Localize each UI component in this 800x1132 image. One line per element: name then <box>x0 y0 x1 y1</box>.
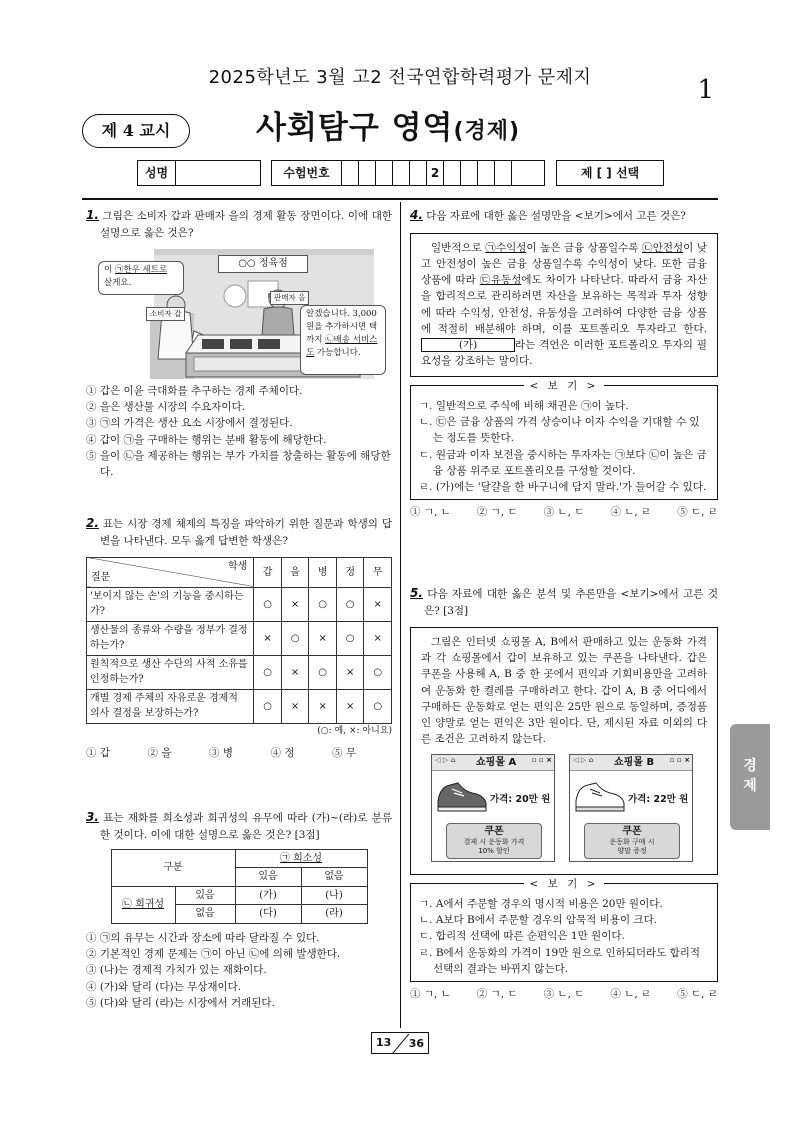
row-no: 없음 <box>175 905 235 924</box>
cell: (가) <box>235 886 301 905</box>
bubble-mark-a: ㉠한우 세트로 <box>114 264 168 275</box>
question-5 <box>410 584 718 1002</box>
exam-number-cell[interactable] <box>478 161 495 185</box>
coupon <box>584 823 680 859</box>
mark-cell: × <box>254 621 282 655</box>
mark-cell: × <box>364 587 392 621</box>
choice-list <box>410 986 718 1002</box>
passage-mark-c: ㉢유동성 <box>479 274 522 287</box>
label-seller: 판매자 을 <box>270 291 309 305</box>
question-number: 1. <box>86 208 99 222</box>
page-footer <box>371 1032 429 1054</box>
passage-text: 일반적으로 <box>431 241 486 254</box>
exam-number-cell[interactable] <box>376 161 393 185</box>
passage-mark-a: ㉠수익성 <box>485 241 527 254</box>
total-pages: 36 <box>408 1036 424 1050</box>
session-badge: 제 4 교시 <box>82 114 190 148</box>
subject-main: 사회탐구 영역 <box>256 110 454 146</box>
corner-top-label: 학생 <box>227 560 248 572</box>
choice-4[interactable]: ④ (가)와 달리 (다)는 무상재이다. <box>86 980 242 993</box>
student-header: 정 <box>336 557 364 587</box>
passage-text: 이 높은 금융 상품일수록 <box>526 241 643 254</box>
mark-cell: ○ <box>336 587 364 621</box>
current-page: 13 <box>376 1036 392 1049</box>
choice-4[interactable]: ④ ㄴ, ㄹ <box>610 988 652 1001</box>
question-stem: 다음 자료에 대한 옳은 설명만을 <보기>에서 고른 것은? <box>426 210 686 222</box>
exam-title: 2025학년도 3월 고2 전국연합학력평가 문제지 <box>208 67 592 88</box>
sneaker-icon <box>436 777 488 817</box>
side-tab-char: 제 <box>743 778 757 794</box>
mark-cell: × <box>336 655 364 689</box>
question-4 <box>410 206 718 521</box>
header-rule <box>82 198 718 200</box>
choice-1[interactable]: ① 갑은 이윤 극대화를 추구하는 경제 주체이다. <box>86 384 303 397</box>
question-stem: 표는 시장 경제 체제의 특징을 파악하기 위한 질문과 학생의 답변을 나타낸다. 모두 옳게 답변한 학생은? <box>100 518 392 547</box>
bogi-item: ㄷ. 합리적 선택에 따른 순편익은 1만 원이다. <box>419 930 625 943</box>
name-field[interactable] <box>176 161 260 185</box>
question-cell: 개별 경제 주체의 자유로운 경제적 의사 결정을 보장하는가? <box>87 689 254 723</box>
choice-4[interactable]: ④ 갑이 ㉠을 구매하는 행위는 분배 활동에 해당한다. <box>86 433 327 446</box>
exam-number-cell[interactable] <box>495 161 512 185</box>
question-number: 2. <box>86 516 99 530</box>
mark-cell: ○ <box>254 587 282 621</box>
mark-cell: ○ <box>254 655 282 689</box>
question-stem: 다음 자료에 대한 옳은 분석 및 추론만을 <보기>에서 고른 것은? [3점] <box>424 588 718 617</box>
q4-passage <box>410 233 718 377</box>
table-row <box>87 655 392 689</box>
shop-price: 가격: 20만 원 <box>490 793 551 805</box>
question-number: 3. <box>86 810 99 824</box>
exam-number-cell[interactable] <box>393 161 410 185</box>
shop-b-window: ◁ ▷ ⌂ 쇼핑몰 B ▫ ▫ × 가격: 22만 원 쿠폰 운동화 구매 시 양말 증정 <box>569 754 693 862</box>
question-cell: 생산물의 종류와 수량을 정부가 결정하는가? <box>87 621 254 655</box>
choice-2[interactable]: ② ㄱ, ㄷ <box>476 506 518 519</box>
choice-5[interactable]: ⑤ ㄷ, ㄹ <box>677 506 718 519</box>
shop-sign: ○○ 정육점 <box>218 255 308 273</box>
student-header: 병 <box>309 557 337 587</box>
coupon-line: 운동화 구매 시 <box>609 838 655 847</box>
mark-cell: × <box>281 689 309 723</box>
q3-table <box>111 849 368 924</box>
bubble-text: 알겠습니다. 3,000원을 추가하시면 택까지 <box>306 308 378 346</box>
question-stem: 표는 재화를 희소성과 희귀성의 유무에 따라 (가)~(라)로 분류한 것이다. 이에 대한 설명으로 옳은 것은? [3점] <box>100 812 392 841</box>
exam-number-cell[interactable] <box>512 161 544 185</box>
subject-side-tab <box>730 724 770 830</box>
choice-list <box>410 504 718 520</box>
exam-number-cell[interactable] <box>461 161 478 185</box>
exam-number-label: 수험번호 <box>272 161 342 185</box>
mark-cell: ○ <box>309 655 337 689</box>
bogi-box <box>410 379 718 501</box>
bogi-item: ㄱ. A에서 주문할 경우의 명시적 비용은 20만 원이다. <box>419 897 663 910</box>
col-header-text: ㉠ 희소성 <box>279 852 323 864</box>
exam-number-fixed-digit: 2 <box>427 161 444 185</box>
column-divider <box>400 202 401 1028</box>
row-header-text: ㉡ 희귀성 <box>121 899 165 911</box>
seller-speech-bubble <box>300 305 386 375</box>
exam-number-cell[interactable] <box>342 161 359 185</box>
choice-box <box>556 160 664 186</box>
exam-number-cell[interactable] <box>410 161 427 185</box>
question-number: 5. <box>410 586 423 600</box>
choice-2[interactable]: ② 기본적인 경제 문제는 ㉠이 아닌 ㉡에 의해 발생한다. <box>86 948 341 961</box>
coupon-title: 쿠폰 <box>622 825 642 837</box>
choice-3[interactable]: ③ 병 <box>209 746 233 759</box>
bogi-item: ㄱ. 일반적으로 주식에 비해 채권은 ㉠이 높다. <box>419 399 629 412</box>
table-legend: (○: 예, ×: 아니요) <box>317 725 392 736</box>
name-box <box>137 160 261 186</box>
passage-text: 라는 격언은 이러한 포트폴리오 투자의 필요성을 강조하는 말이다. <box>421 339 707 368</box>
bogi-item: ㄷ. 원금과 이자 보전을 중시하는 투자자는 ㉠보다 ㉡이 높은 금융 상품 위주로 포트폴리오를 구성할 것이다. <box>419 448 707 477</box>
page-number: 1 <box>697 75 714 105</box>
bubble-text: 살게요. <box>104 277 132 288</box>
mark-cell: × <box>309 689 337 723</box>
coupon-line: 10% 할인 <box>478 846 510 855</box>
mark-cell: ○ <box>364 689 392 723</box>
mark-cell: × <box>309 621 337 655</box>
choice-label: 제 [ ] 선택 <box>580 165 640 180</box>
passage-text: 그림은 인터넷 쇼핑몰 A, B에서 판매하고 있는 운동화 가격과 각 쇼핑몰에서 갑이 보유하고 있는 쿠폰을 나타낸다. 갑은 쿠폰을 사용해 A, B 중 한 곳에서 편익과 기회비용만을 고려하여 운동화 한 켤레를 구매하려고 한다. 갑이 A, B 중 어디에서 구매하든 운동화로 얻는 편익은 25만 원으로 동일하며, 증정품인 양말로 얻는 편익은 3만 원이다. 단, 제시된 자료 이외의 다른 조건은 고려하지 않는다. <box>421 635 707 746</box>
bogi-title: < 보 기 > <box>524 878 605 890</box>
choice-list <box>86 383 392 481</box>
question-2 <box>86 514 392 761</box>
choice-5[interactable]: ⑤ ㄷ, ㄹ <box>677 988 718 1001</box>
q5-passage <box>410 627 718 875</box>
choice-1[interactable]: ① ㉠의 유무는 시간과 장소에 따라 달라질 수 있다. <box>86 931 320 944</box>
choice-list <box>86 930 392 1011</box>
choice-2[interactable]: ② 을은 생산물 시장의 수요자이다. <box>86 401 246 414</box>
mark-cell: ○ <box>254 689 282 723</box>
shop-a-window: ◁ ▷ ⌂ 쇼핑몰 A ▫ ▫ × 가격: 20만 원 쿠폰 결제 시 운동화 가격 10% 할인 <box>431 754 555 862</box>
col-header <box>235 849 367 868</box>
coupon-line: 양말 증정 <box>617 846 647 855</box>
choice-2[interactable]: ② 을 <box>147 746 172 759</box>
blank-box: (가) <box>421 338 515 352</box>
table-row <box>87 587 392 621</box>
row-header <box>111 886 175 923</box>
footer-slash <box>392 1034 409 1055</box>
cell: (나) <box>301 886 367 905</box>
mark-cell: ○ <box>364 655 392 689</box>
table-row <box>87 689 392 723</box>
shop-figure <box>421 752 707 868</box>
name-label: 성명 <box>138 161 176 185</box>
student-header: 갑 <box>254 557 282 587</box>
student-header: 무 <box>364 557 392 587</box>
choice-1[interactable]: ① ㄱ, ㄴ <box>410 506 451 519</box>
student-header: 을 <box>281 557 309 587</box>
bubble-mark-b: ㉡배송 서비스도 <box>306 335 378 359</box>
choice-3[interactable]: ③ (나)는 경제적 가치가 있는 재화이다. <box>86 964 267 977</box>
question-cell: 원칙적으로 생산 수단의 사적 소유를 인정하는가? <box>87 655 254 689</box>
shop-name: 쇼핑몰 A <box>476 756 517 768</box>
mark-cell: ○ <box>309 587 337 621</box>
col-no: 없음 <box>301 868 367 887</box>
table-corner <box>87 557 254 587</box>
coupon <box>446 823 542 859</box>
corner-bottom-label: 질문 <box>91 572 111 584</box>
question-number: 4. <box>410 208 423 222</box>
choice-3[interactable]: ③ ㄴ, ㄷ <box>543 506 585 519</box>
cell: (다) <box>235 905 301 924</box>
table-corner: 구분 <box>111 849 235 886</box>
cell: (라) <box>301 905 367 924</box>
choice-4[interactable]: ④ ㄴ, ㄹ <box>610 506 652 519</box>
mark-cell: × <box>336 689 364 723</box>
side-tab-char: 경 <box>743 758 757 775</box>
bubble-text: 가능합니다. <box>314 348 361 359</box>
passage-mark-b: ㉡안전성 <box>642 241 684 254</box>
sneaker-icon <box>574 777 626 817</box>
question-stem: 그림은 소비자 갑과 판매자 을의 경제 활동 장면이다. 이에 대한 설명으로 옳은 것은? <box>100 210 393 239</box>
shop-price: 가격: 22만 원 <box>628 793 689 805</box>
bogi-item: ㄴ. A보다 B에서 주문할 경우의 암묵적 비용이 크다. <box>419 913 658 926</box>
choice-3[interactable]: ③ ㉠의 가격은 생산 요소 시장에서 결정된다. <box>86 417 293 430</box>
table-row <box>87 621 392 655</box>
coupon-line: 결제 시 운동화 가격 <box>463 838 525 847</box>
mark-cell: × <box>281 587 309 621</box>
choice-4[interactable]: ④ 정 <box>270 746 295 759</box>
choice-1[interactable]: ① ㄱ, ㄴ <box>410 988 451 1001</box>
subject-title <box>256 104 520 152</box>
subject-sub: (경제) <box>453 119 521 144</box>
choice-5[interactable]: ⑤ (다)와 달리 (라)는 시장에서 거래된다. <box>86 996 275 1009</box>
choice-3[interactable]: ③ ㄴ, ㄷ <box>543 988 585 1001</box>
bogi-item: ㄹ. B에서 운동화의 가격이 19만 원으로 인하되더라도 합리적 선택의 결과는 바뀌지 않는다. <box>419 946 701 975</box>
choice-5[interactable]: ⑤ 무 <box>332 746 356 759</box>
q2-table <box>86 557 392 724</box>
exam-number-cell[interactable] <box>359 161 376 185</box>
coupon-title: 쿠폰 <box>484 825 504 837</box>
q1-scene <box>98 249 378 379</box>
bogi-item: ㄹ. (가)에는 '달걀을 한 바구니에 담지 말라.'가 들어갈 수 있다. <box>419 481 707 494</box>
passage-text: 에도 차이가 나타난다. 따라서 금융 자산을 합리적으로 관리하려면 자산을 보유하는 목적과 투자 성향에 따라 수익성, 안전성, 유동성을 고려하여 다양한 금융 상품에 적절히 배분해야 하며, 이를 포트폴리오 투자라고 한다. <box>421 274 707 335</box>
mark-cell: ○ <box>281 621 309 655</box>
exam-number-cell[interactable] <box>444 161 461 185</box>
choice-5[interactable]: ⑤ 을이 ㉡을 제공하는 행위는 부가 가치를 창출하는 활동에 해당한다. <box>86 449 391 479</box>
choice-2[interactable]: ② ㄱ, ㄷ <box>476 988 518 1001</box>
bogi-box <box>410 877 718 982</box>
row-yes: 있음 <box>175 886 235 905</box>
choice-list <box>86 745 392 761</box>
mark-cell: ○ <box>336 621 364 655</box>
question-3 <box>86 808 392 1011</box>
bogi-item: ㄴ. ㉢은 금융 상품의 가격 상승이나 이자 수익을 기대할 수 있는 정도를 뜻한다. <box>419 415 700 445</box>
bubble-text: 이 <box>104 264 115 275</box>
question-1 <box>86 206 392 480</box>
exam-number-box <box>271 160 545 186</box>
question-cell: '보이지 않는 손'의 기능을 중시하는가? <box>87 587 254 621</box>
bogi-title: < 보 기 > <box>524 380 605 392</box>
label-buyer: 소비자 갑 <box>146 307 185 321</box>
shop-name: 쇼핑몰 B <box>614 756 655 768</box>
buyer-speech-bubble <box>98 261 184 295</box>
choice-1[interactable]: ① 갑 <box>86 746 110 759</box>
passage-text: 이 낮고 안전성이 높은 금융 상품일수록 수익성이 낮다. 또한 금융 상품에 따라 <box>421 241 707 287</box>
col-yes: 있음 <box>235 868 301 887</box>
mark-cell: × <box>281 655 309 689</box>
mark-cell: × <box>364 621 392 655</box>
